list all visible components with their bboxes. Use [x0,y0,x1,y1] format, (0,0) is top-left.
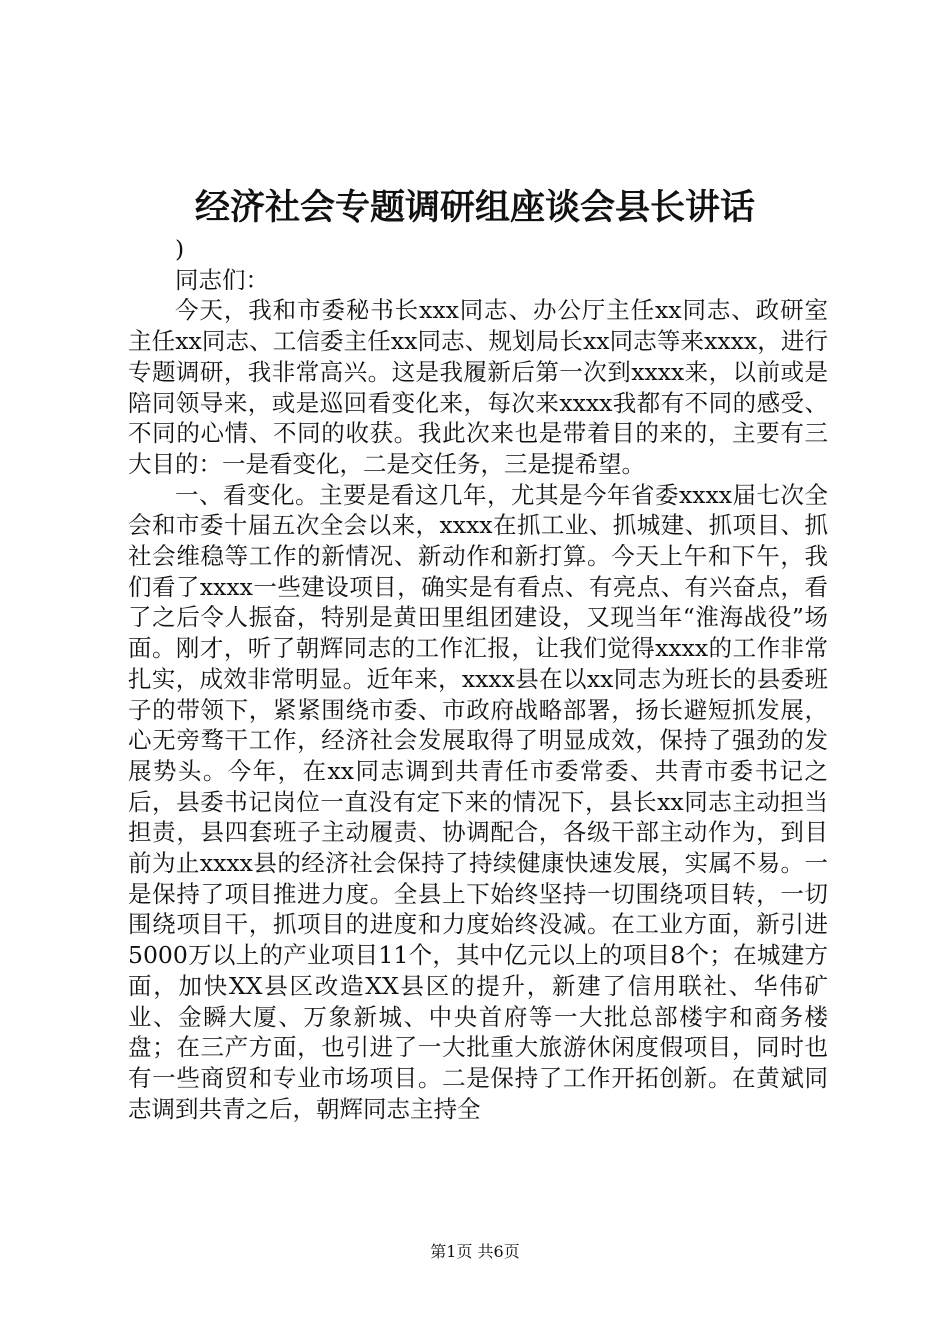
paragraph-salutation: 同志们： [175,265,269,294]
paragraph-fragment: ) [175,235,185,263]
page-title: 经济社会专题调研组座谈会县长讲话 [194,187,755,228]
document-body [128,234,828,1124]
paragraph-section-one: 一、看变化。主要是看这几年，尤其是今年省委xxxx届七次全会和市委十届五次全会以来，xxxx在抓工业、抓城建、抓项目、抓社会维稳等工作的新情况、新动作和新打算。今天上午和下午，我们看了xxxx一些建设项目，确实是有看点、有亮点、有兴奋点，看了之后令人振奋，特别是黄田里组团建设，又现当年“淮海战役”场面。刚才，听了朝辉同志的工作汇报，让我们觉得xxxx的工作非常扎实，成效非常明显。近年来，xxxx县在以xx同志为班长的县委班子的带领下，紧紧围绕市委、市政府战略部署，扬长避短抓发展，心无旁骛干工作，经济社会发展取得了明显成效，保持了强劲的发展势头。今年，在xx同志调到共青任市委常委、共青市委书记之后，县委书记岗位一直没有定下来的情况下，县长xx同志主动担当担责，县四套班子主动履责、协调配合，各级干部主动作为，到目前为止xxxx县的经济社会保持了持续健康快速发展，实属不易。一是保持了项目推进力度。全县上下始终坚持一切围绕项目转，一切围绕项目干，抓项目的进度和力度始终没减。在工业方面，新引进5000万以上的产业项目11个，其中亿元以上的项目8个；在城建方面，加快XX县区改造XX县区的提升，新建了信用联社、华伟矿业、金瞬大厦、万象新城、中央首府等一大批总部楼宇和商务楼盘；在三产方面，也引进了一大批重大旅游休闲度假项目，同时也有一些商贸和专业市场项目。二是保持了工作开拓创新。在黄斌同志调到共青之后，朝辉同志主持全 [128,480,828,1123]
paragraph-intro: 今天，我和市委秘书长xxx同志、办公厅主任xx同志、政研室主任xx同志、工信委主任xx同志、规划局长xx同志等来xxxx，进行专题调研，我非常高兴。这是我履新后第一次到xxxx来，以前或是陪同领导来，或是巡回看变化来，每次来xxxx我都有不同的感受、不同的心情、不同的收获。我此次来也是带着目的来的，主要有三大目的：一是看变化，二是交任务，三是提希望。 [128,296,828,478]
page-footer: 第1页 共6页 [430,1242,520,1261]
